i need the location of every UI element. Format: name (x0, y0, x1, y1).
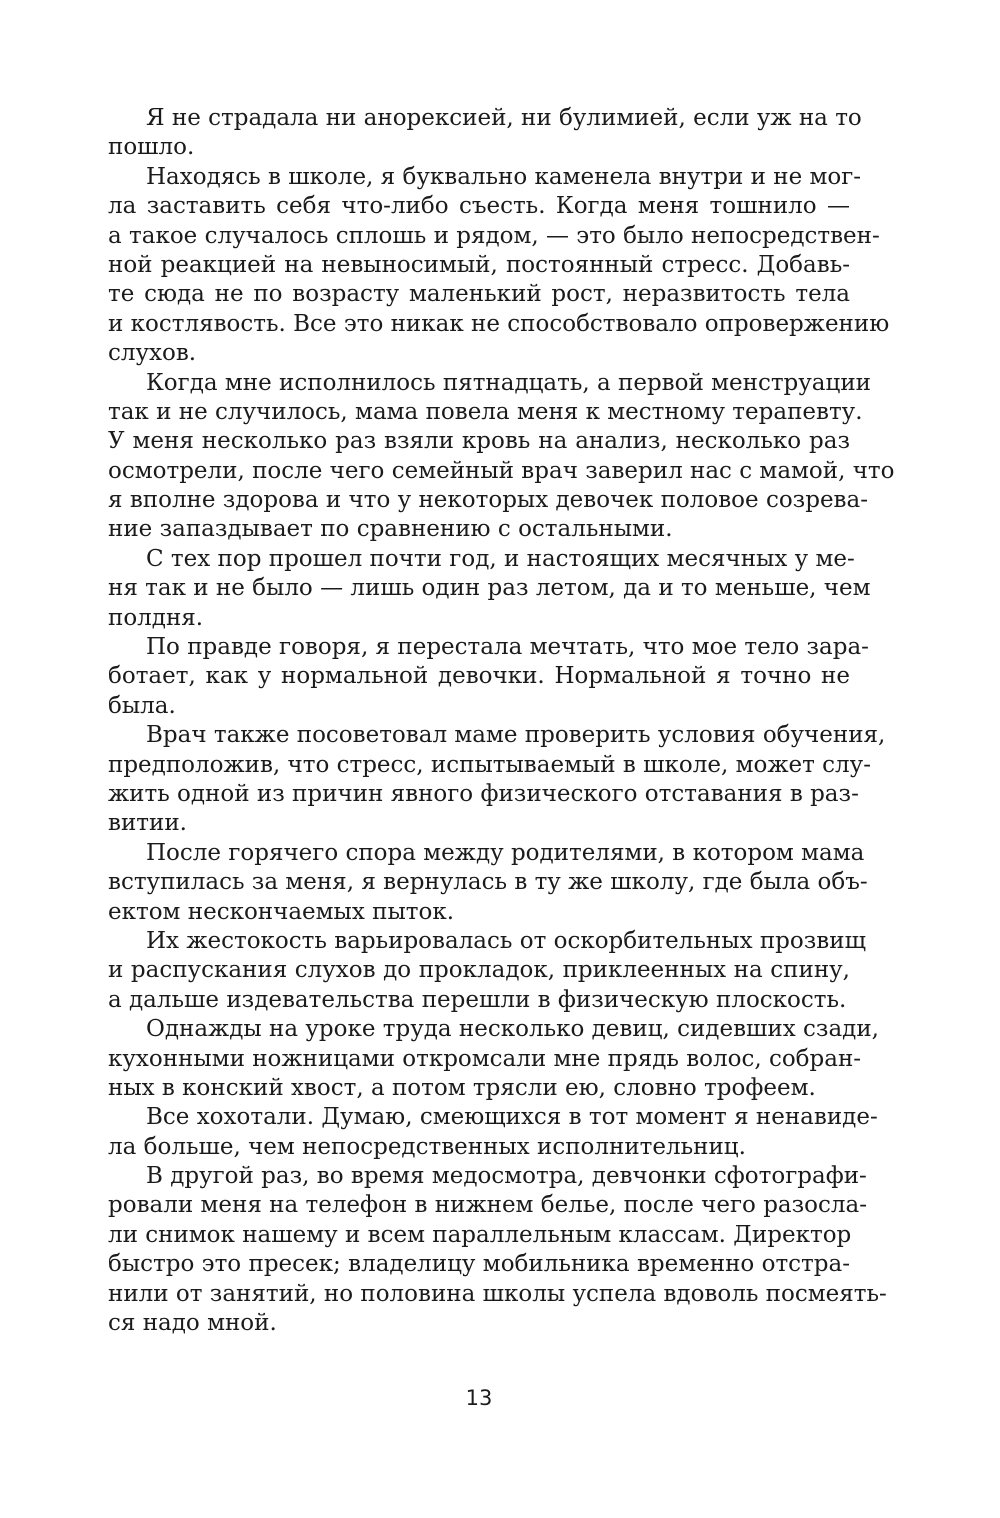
text-line: слухов. (108, 340, 197, 367)
text-line: те сюда не по возрасту маленький рост, неразвитость тела (108, 281, 850, 308)
text-line: пошло. (108, 134, 195, 161)
paragraph (108, 1162, 887, 1338)
paragraph (108, 839, 868, 927)
paragraph (108, 721, 886, 839)
text-line: Я не страдала ни анорексией, ни булимией, если уж на то (146, 105, 862, 131)
text-line: Находясь в школе, я буквально каменела внутри и не мог- (146, 163, 862, 190)
text-line: жить одной из причин явного физического отставания в раз- (108, 780, 859, 807)
text-line: а дальше издевательства перешли в физическую плоскость. (108, 986, 847, 1013)
body-text (108, 104, 895, 1338)
paragraph (108, 633, 869, 721)
text-line: У меня несколько раз взяли кровь на анализ, несколько раз (108, 428, 850, 455)
text-line: ровали меня на телефон в нижнем белье, после чего разосла- (108, 1192, 867, 1219)
text-line: ных в конский хвост, а потом трясли ею, словно трофеем. (108, 1074, 816, 1101)
paragraph (108, 104, 862, 163)
text-line: ся надо мной. (108, 1310, 277, 1337)
text-line: В другой раз, во время медосмотра, девчонки сфотографи- (146, 1163, 867, 1190)
text-line: Врач также посоветовал маме проверить условия обучения, (146, 722, 886, 749)
paragraph (108, 1015, 879, 1103)
text-line: вступилась за меня, я вернулась в ту же школу, где была объ- (108, 869, 868, 896)
text-line: и костлявость. Все это никак не способствовало опровержению (108, 310, 890, 337)
text-line: быстро это пресек; владелицу мобильника временно отстра- (108, 1251, 850, 1278)
text-line: а такое случалось сплошь и рядом, — это было непосредствен- (108, 222, 880, 249)
text-line: предположив, что стресс, испытываемый в школе, может слу- (108, 751, 871, 778)
text-line: так и не случилось, мама повела меня к местному терапевту. (108, 398, 863, 425)
paragraph (108, 163, 890, 369)
book-page (108, 104, 895, 1504)
paragraph (108, 927, 866, 1015)
paragraph (108, 545, 871, 633)
text-line: ня так и не было — лишь один раз летом, да и то меньше, чем (108, 575, 871, 602)
text-line: и распускания слухов до прокладок, приклеенных на спину, (108, 957, 850, 984)
text-line: ла заставить себя что-либо съесть. Когда меня тошнило — (108, 193, 850, 220)
text-line: кухонными ножницами откромсали мне прядь волос, собран- (108, 1045, 862, 1072)
text-line: нили от занятий, но половина школы успела вдоволь посмеять- (108, 1280, 887, 1307)
text-line: ние запаздывает по сравнению с остальными. (108, 516, 673, 543)
text-line: С тех пор прошел почти год, и настоящих месячных у ме- (146, 545, 855, 572)
text-line: осмотрели, после чего семейный врач заверил нас с мамой, что (108, 457, 895, 484)
text-line: Все хохотали. Думаю, смеющихся в тот момент я ненавиде- (146, 1104, 878, 1131)
text-line: Когда мне исполнилось пятнадцать, а первой менструации (146, 369, 871, 396)
text-line: витии. (108, 810, 187, 837)
text-line: ла больше, чем непосредственных исполнительниц. (108, 1133, 746, 1160)
text-line: полдня. (108, 604, 204, 631)
text-line: По правде говоря, я перестала мечтать, что мое тело зара- (146, 634, 869, 661)
text-line: я вполне здорова и что у некоторых девочек половое созрева- (108, 487, 868, 514)
text-line: ли снимок нашему и всем параллельным классам. Директор (108, 1221, 852, 1248)
text-line: Их жестокость варьировалась от оскорбительных прозвищ (146, 927, 866, 954)
paragraph (108, 369, 895, 545)
text-line: Однажды на уроке труда несколько девиц, сидевших сзади, (146, 1016, 879, 1043)
text-line: После горячего спора между родителями, в котором мама (146, 839, 865, 866)
paragraph (108, 1103, 878, 1162)
page-number: 13 (465, 1386, 493, 1410)
text-line: была. (108, 692, 176, 719)
text-line: ной реакцией на невыносимый, постоянный стресс. Добавь- (108, 251, 850, 278)
text-line: ектом нескончаемых пыток. (108, 898, 455, 925)
text-line: ботает, как у нормальной девочки. Нормальной я точно не (108, 663, 850, 690)
